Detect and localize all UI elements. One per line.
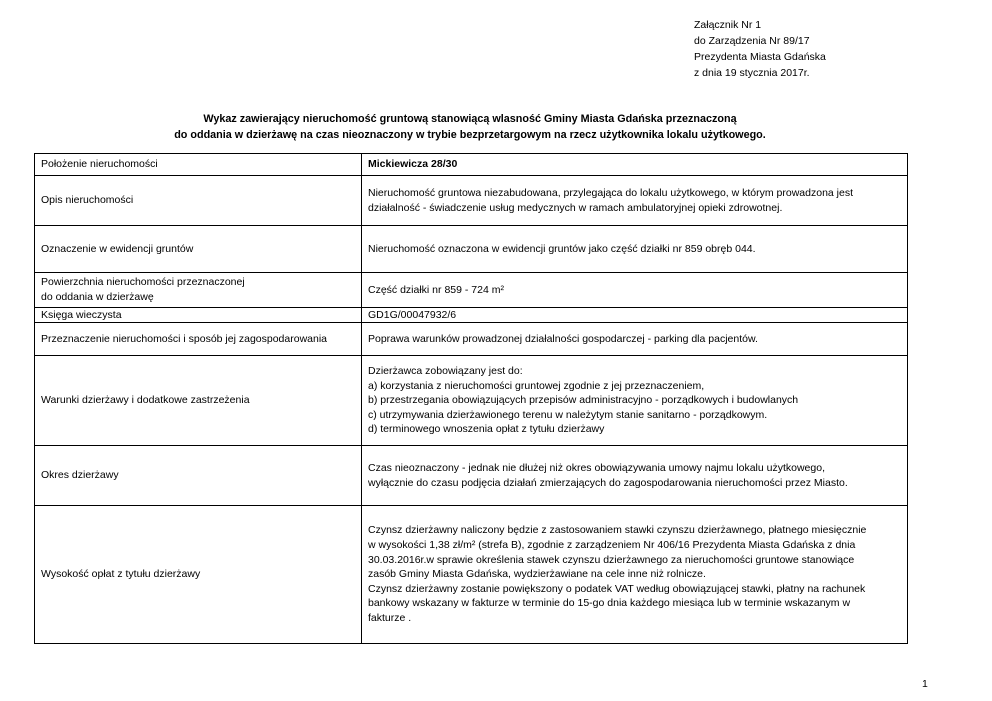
attachment-line: z dnia 19 stycznia 2017r. [694, 67, 810, 79]
row-value: Czas nieoznaczony - jednak nie dłużej niż okres obowiązywania umowy najmu lokalu użytkowego, wyłącznie do czasu podjęcia działań zmierzających do zagospodarowania nieruchomości przez Miasto. [362, 446, 908, 506]
row-label: Położenie nieruchomości [35, 154, 362, 176]
property-table [34, 153, 908, 644]
row-label: Warunki dzierżawy i dodatkowe zastrzeżenia [35, 356, 362, 446]
row-value: Nieruchomość gruntowa niezabudowana, przylegająca do lokalu użytkowego, w którym prowadzona jest działalność - świadczenie usług medycznych w ramach ambulatoryjnej opieki zdrowotnej. [362, 176, 908, 226]
table-row [35, 226, 908, 273]
page-number: 1 [922, 678, 928, 690]
row-label: Przeznaczenie nieruchomości i sposób jej zagospodarowania [35, 323, 362, 356]
title-line: Wykaz zawierający nieruchomość gruntową stanowiącą wlasność Gminy Miasta Gdańska przeznaczoną [203, 113, 737, 125]
attachment-line: Załącznik Nr 1 [694, 19, 762, 31]
table-row [35, 273, 908, 308]
document-title [0, 111, 940, 143]
attachment-line: Prezydenta Miasta Gdańska [694, 51, 826, 63]
attachment-line: do Zarządzenia Nr 89/17 [694, 35, 810, 47]
table-row [35, 323, 908, 356]
row-value: Nieruchomość oznaczona w ewidencji gruntów jako część działki nr 859 obręb 044. [362, 226, 908, 273]
attachment-note [694, 17, 826, 81]
row-value: Poprawa warunków prowadzonej działalności gospodarczej - parking dla pacjentów. [362, 323, 908, 356]
row-label: Opis nieruchomości [35, 176, 362, 226]
table-row [35, 356, 908, 446]
table-row [35, 154, 908, 176]
row-label: Powierzchnia nieruchomości przeznaczonej do oddania w dzierżawę [35, 273, 362, 308]
row-label: Okres dzierżawy [35, 446, 362, 506]
row-value: Mickiewicza 28/30 [362, 154, 908, 176]
row-value: Czynsz dzierżawny naliczony będzie z zastosowaniem stawki czynszu dzierżawnego, płatnego miesięcznie w wysokości 1,38 zł/m² (strefa B), zgodnie z zarządzeniem Nr 406/16 Prezydenta Miasta Gdańska z dnia 30.03.2016r.w sprawie określenia stawek czynszu dzierżawnego za nieruchomości gruntowe stanowiące zasób Gminy Miasta Gdańska, wydzierżawiane na cele inne niż rolnicze. Czynsz dzierżawny zostanie powiększony o podatek VAT według obowiązującej stawki, płatny na rachunek bankowy wskazany w fakturze w terminie do 15-go dnia każdego miesiąca lub w terminie wskazanym w fakturze . [362, 506, 908, 644]
table-row [35, 308, 908, 323]
title-line: do oddania w dzierżawę na czas nieoznaczony w trybie bezprzetargowym na rzecz użytkownika lokalu użytkowego. [174, 129, 766, 141]
row-label: Księga wieczysta [35, 308, 362, 323]
table-row [35, 176, 908, 226]
row-value: GD1G/00047932/6 [362, 308, 908, 323]
row-value: Część działki nr 859 - 724 m² [362, 273, 908, 308]
row-value: Dzierżawca zobowiązany jest do: a) korzystania z nieruchomości gruntowej zgodnie z jej przeznaczeniem, b) przestrzegania obowiązujących przepisów administracyjno - porządkowych i budowlanych c) utrzymywania dzierżawionego terenu w należytym stanie sanitarno - porządkowym. d) terminowego wnoszenia opłat z tytułu dzierżawy [362, 356, 908, 446]
row-label: Wysokość opłat z tytułu dzierżawy [35, 506, 362, 644]
table-row [35, 446, 908, 506]
row-label: Oznaczenie w ewidencji gruntów [35, 226, 362, 273]
table-row [35, 506, 908, 644]
